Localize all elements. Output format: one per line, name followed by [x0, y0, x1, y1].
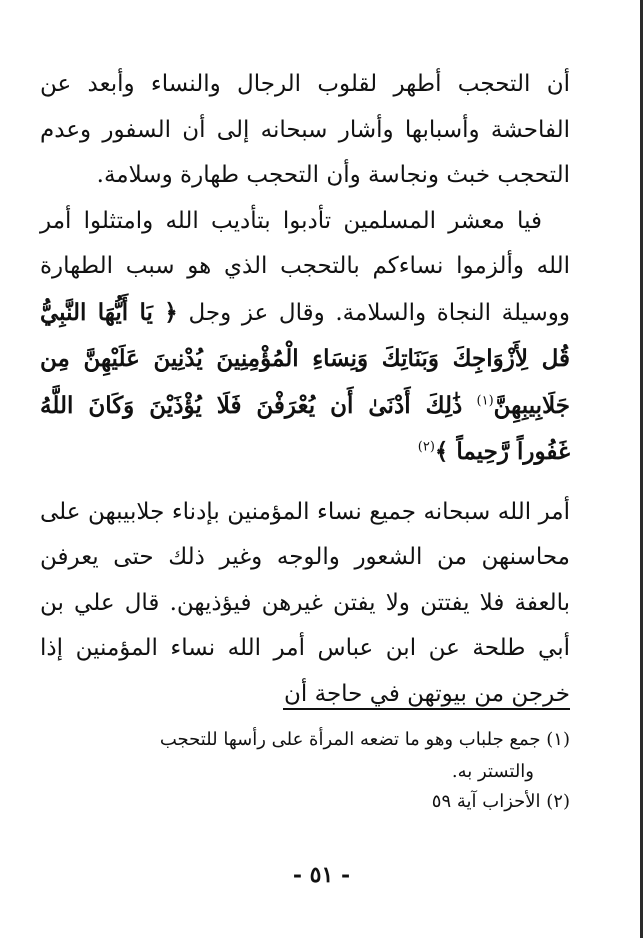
footnote-2	[40, 787, 570, 817]
page-number: - ٥١ -	[292, 862, 351, 888]
quran-verse-part-1: ﴿ يَا أَيُّهَا النَّبِيُّ قُل لِأَزْوَاجِكَ وَبَنَاتِكَ وَنِسَاءِ الْمُؤْمِنِينَ يُدْنِينَ عَلَيْهِنَّ مِن جَلَابِيبِهِنَّ	[40, 298, 571, 419]
footnote-1-marker: (١)	[546, 729, 570, 750]
quran-verse-part-2: ذَٰلِكَ أَدْنَىٰ أَن يُعْرَفْنَ فَلَا يُؤْذَيْنَ وَكَانَ اللَّهُ غَفُوراً رَّحِيماً ﴾	[40, 391, 570, 465]
paragraph-3: أمر الله سبحانه جميع نساء المؤمنين بإدناء جلابيبهن على محاسنهن من الشعور والوجه وغير ذلك حتى يعرفن بالعفة فلا يفتتن ولا يفتن غيرهن فيؤذيهن. قال علي بن أبي طلحة عن ابن عباس أمر الله نساء المؤمنين إذا خرجن من بيوتهن في حاجة أن	[40, 498, 570, 707]
footnote-1-text: جمع جلباب وهو ما تضعه المرأة على رأسها للتحجب	[159, 729, 541, 750]
footnote-1-continuation: والتستر به.	[451, 761, 534, 782]
footnote-2-marker: (٢)	[546, 791, 570, 812]
paragraph-2	[40, 199, 570, 476]
paragraph-2-text: فيا معشر المسلمين تأدبوا بتأديب الله وامتثلوا أمر الله وألزموا نساءكم بالتحجب الذي هو سبب الطهارة ووسيلة النجاة والسلامة. وقال عز وجل	[40, 207, 570, 326]
footnote-separator	[283, 708, 570, 710]
footnote-ref-2: (٢)	[417, 439, 435, 455]
paragraph-1: أن التحجب أطهر لقلوب الرجال والنساء وأبعد عن الفاحشة وأسبابها وأشار سبحانه إلى أن السفور وعدم التحجب خبث ونجاسة وأن التحجب طهارة وسلامة.	[40, 71, 570, 188]
footnote-1	[40, 725, 570, 755]
footnote-ref-1: (١)	[476, 392, 494, 408]
footnotes	[40, 725, 570, 819]
paragraph-gap	[40, 476, 570, 490]
page-body	[40, 62, 570, 717]
footnote-2-text: الأحزاب آية ٥٩	[431, 791, 541, 812]
